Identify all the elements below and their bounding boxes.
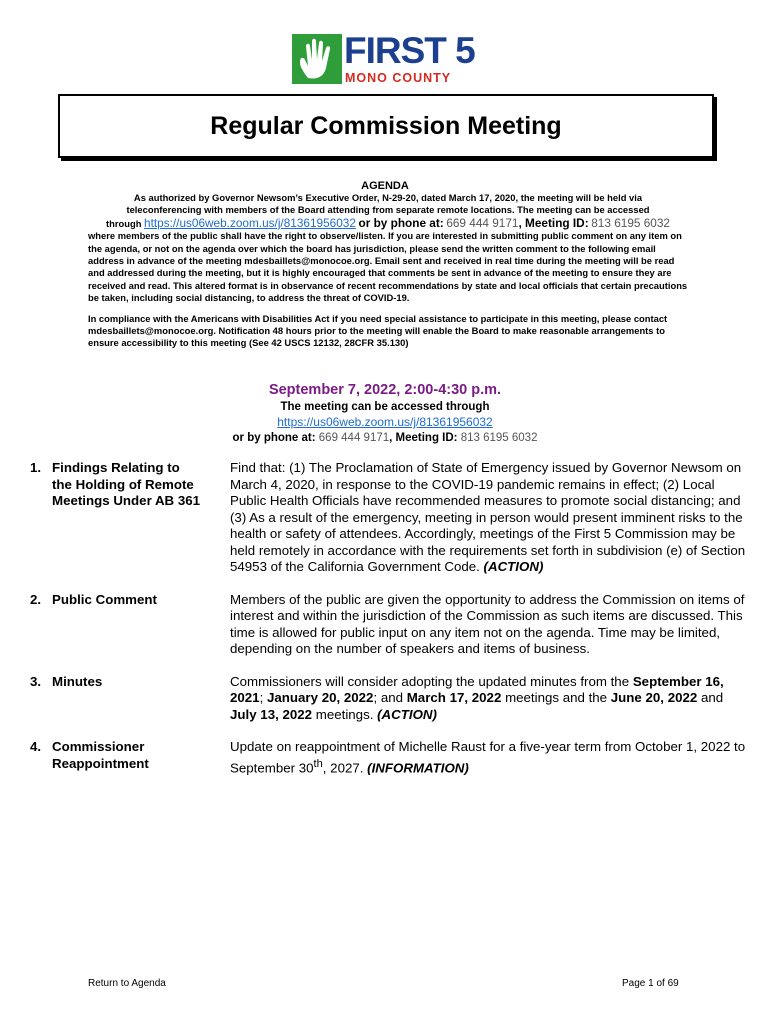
item-title: Findings Relating to the Holding of Remote Meetings Under AB 361 [52, 460, 201, 508]
item-text: and [700, 690, 724, 705]
meeting-id-label: Meeting ID: [395, 432, 458, 444]
minutes-date: July 13, 2022 [230, 706, 313, 722]
page-title: Regular Commission Meeting [210, 112, 562, 140]
agenda-item [30, 460, 750, 576]
intro-line-1: As authorized by Governor Newsom’s Executive Order, N-29-20, dated March 17, 2020, the meeting will be held via [133, 192, 643, 203]
item-title: Commissioner Reappointment [52, 739, 149, 771]
agenda-item [30, 739, 750, 776]
meeting-or-phone: or by phone at: [232, 432, 316, 444]
intro-notice [88, 192, 688, 350]
intro-meeting-id: 813 6195 6032 [591, 215, 670, 230]
intro-line-2: teleconferencing with members of the Board attending from separate remote locations. The meeting can be accessed [126, 204, 650, 216]
item-number: 4. [30, 739, 42, 754]
meeting-date: September 7, 2022, 2:00-4:30 p.m. [268, 382, 502, 398]
item-title: Public Comment [52, 591, 157, 607]
meeting-id: 813 6195 6032 [460, 432, 538, 444]
intro-access-line: through https://us06web.zoom.us/j/81361956032 or by phone at: 669 444 9171, Meeting ID: 813 6195 6032 [106, 215, 670, 230]
title-box [58, 94, 714, 158]
intro-body: where members of the public shall have the right to observe/listen. If you are interested in submitting public comment on any item on the agenda, or not on the agenda over which the board has jurisdiction, please send the written comment to the following email address in advance of the meeting mdesbaillets@monocoe.org. Email sent and received in real time during the meeting will be read and addressed during the meeting, but it is highly encouraged that comments be sent in advance of the meeting to ensure they are received and read. This altered format is in observance of recent recommendations by state and local officials that certain precautions be taken, including social distancing, to address the threat of COVID-19. [88, 230, 688, 304]
meeting-access-text: The meeting can be accessed through [280, 401, 490, 413]
ada-notice: In compliance with the Americans with Disabilities Act if you need special assistance to participate in this meeting, please contact mdesbaillets@monocoe.org. Notification 48 hours prior to the meeting will enable the Board to make reasonable arrangements to ensure accessibility to this meeting (See 42 USCS 12132, 28CFR 35.130) [88, 312, 668, 349]
minutes-date: March 17, 2022 [406, 690, 502, 705]
item-description [230, 739, 748, 776]
item-tag: (INFORMATION) [367, 759, 469, 775]
item-tag: (ACTION) [483, 559, 544, 574]
intro-or-phone: or by phone at: [358, 215, 444, 230]
item-text: ; [259, 690, 264, 705]
minutes-date: June 20, 2022 [610, 690, 698, 705]
meeting-phone: 669 444 9171 [318, 432, 390, 444]
item-number: 3. [30, 673, 42, 689]
item-description [230, 460, 748, 576]
meeting-phone-line: or by phone at: 669 444 9171, Meeting ID: 813 6195 6032 [232, 432, 538, 444]
page-number: Page 1 of 69 [622, 978, 679, 989]
item-text: meetings and the [505, 690, 608, 705]
intro-zoom-link[interactable]: https://us06web.zoom.us/j/81361956032 [144, 215, 356, 230]
intro-through: through [106, 217, 142, 229]
minutes-date: September 16, 2021 [230, 673, 724, 705]
return-to-agenda-link[interactable]: Return to Agenda [88, 978, 166, 989]
agenda-item [30, 674, 750, 724]
item-text: Commissioners will consider adopting the updated minutes from the [230, 673, 630, 689]
logo-county: MONO COUNTY [345, 71, 452, 85]
item-text: Members of the public are given the opportunity to address the Commission on items of interest and within the jurisdiction of the Commission as such items are discussed. This time is allowed for public input on any item not on the agenda. Time may be limited, depending on the number of speakers and items of business. [230, 591, 745, 656]
item-text: , 2027. [322, 759, 364, 775]
intro-phone: 669 444 9171 [446, 215, 519, 230]
hand-logo-icon [292, 34, 342, 84]
agenda-item [30, 592, 750, 658]
item-description [230, 592, 748, 658]
intro-meeting-id-label: Meeting ID: [525, 215, 589, 230]
meeting-info [0, 380, 770, 446]
item-text: ; and [373, 690, 404, 705]
item-number: 2. [30, 591, 42, 607]
first5-logo [292, 30, 484, 86]
item-superscript: th [313, 757, 323, 770]
item-number: 1. [30, 460, 42, 475]
item-text: Update on reappointment of Michelle Raust for a five-year term from October 1, 2022 to September 30 [230, 739, 746, 775]
item-title: Minutes [52, 673, 103, 689]
item-tag: (ACTION) [377, 706, 437, 722]
agenda-items [30, 460, 750, 792]
agenda-label: AGENDA [361, 180, 409, 192]
meeting-zoom-link[interactable]: https://us06web.zoom.us/j/81361956032 [277, 415, 493, 429]
item-description [230, 674, 748, 724]
item-text: meetings. [315, 706, 374, 722]
logo-wordmark: FIRST 5 [344, 30, 475, 71]
minutes-date: January 20, 2022 [267, 690, 374, 705]
item-text: Find that: (1) The Proclamation of State of Emergency issued by Governor Newsom on March 4, 2020, in response to the COVID-19 pandemic remains in effect; (2) Local Public Health Officials have recommended measures to promote social distancing; and (3) As a result of the emergency, meeting in person would present imminent risks to the health or safety of attendees. Accordingly, meetings of the First 5 Commission may be held remotely in accordance with the requirements set forth in subdivision (e) of Section 54953 of the California Government Code. [230, 460, 746, 574]
